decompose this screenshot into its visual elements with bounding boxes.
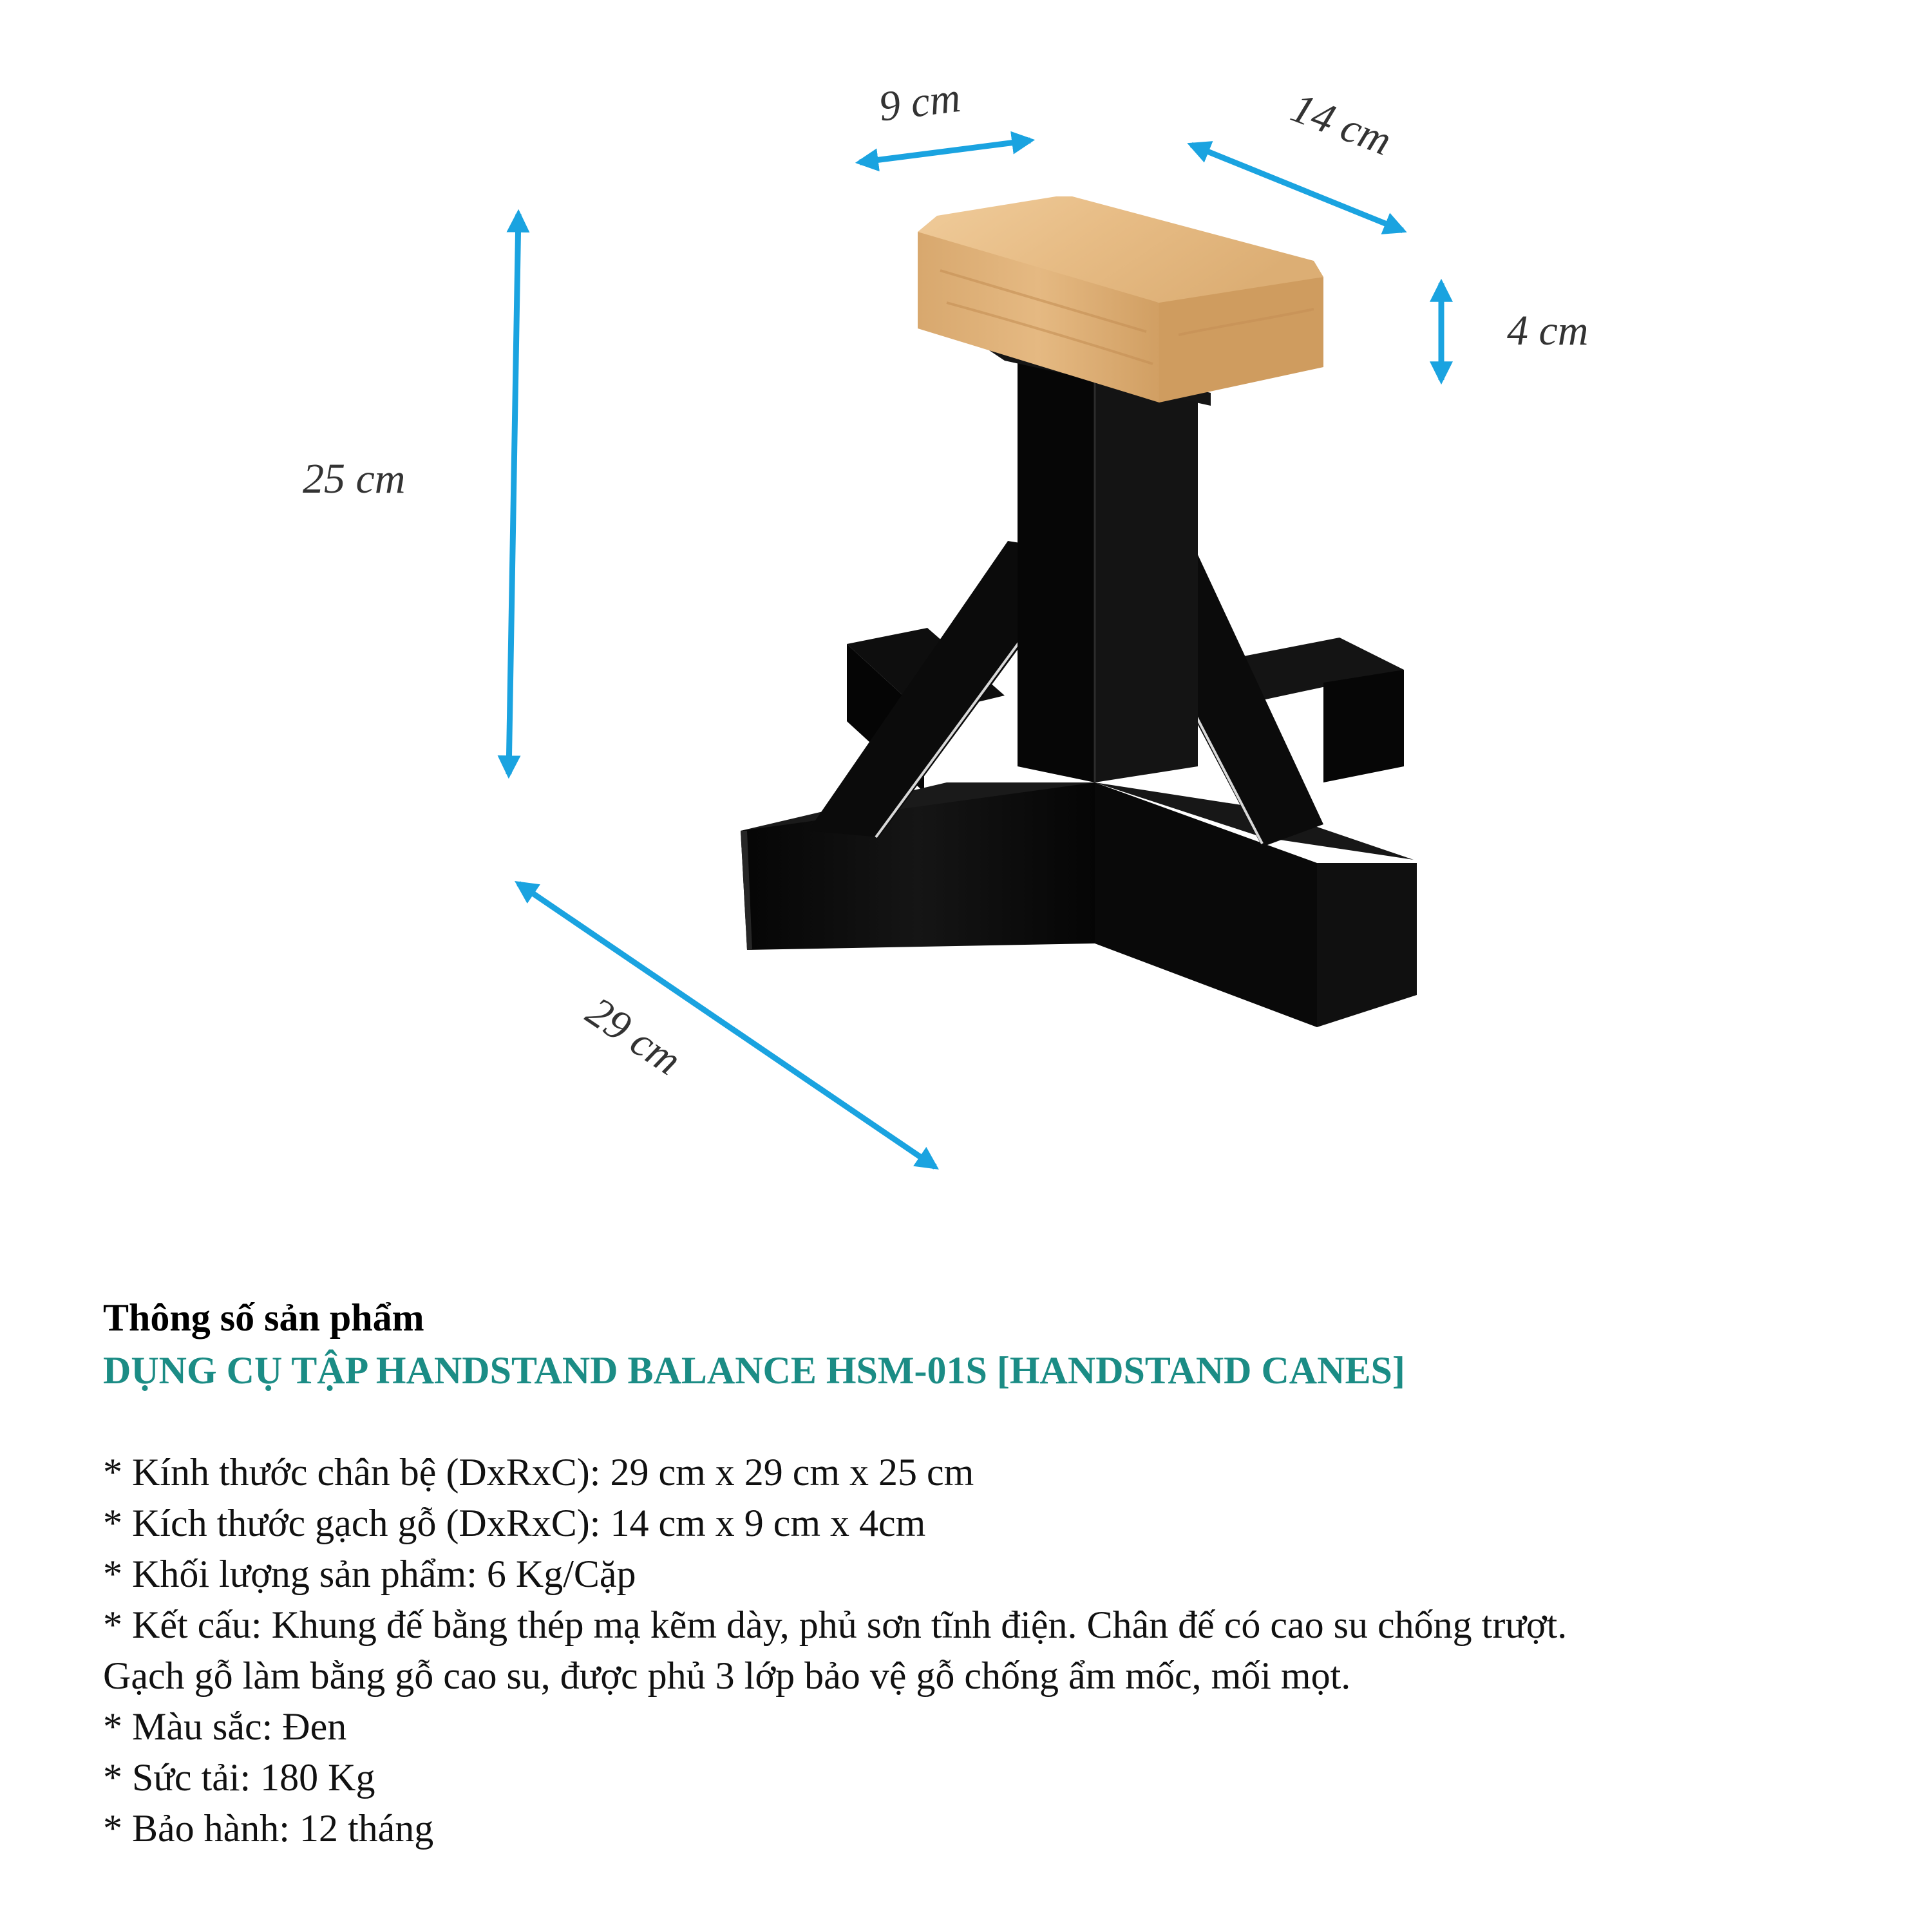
base-arm-front-right-end: [1317, 863, 1417, 1027]
label-top-height: 4 cm: [1507, 307, 1589, 354]
spec-structure: * Kết cấu: Khung đế bằng thép mạ kẽm dày, phủ sơn tĩnh điện. Chân đế có cao su chống trượt.: [103, 1604, 1567, 1646]
spec-list: [103, 1447, 1880, 1854]
handstand-stand-image: [741, 196, 1417, 1027]
spec-weight: * Khối lượng sản phẩm: 6 Kg/Cặp: [103, 1553, 636, 1595]
arrow-top-width: [860, 140, 1030, 162]
label-top-length: 14 cm: [1285, 84, 1398, 165]
product-specs: [103, 1291, 1880, 1854]
spec-base-size: * Kính thước chân bệ (DxRxC): 29 cm x 29 cm x 25 cm: [103, 1451, 974, 1493]
spec-color: * Màu sắc: Đen: [103, 1705, 347, 1748]
base-arm-front-left-front: [741, 782, 1095, 950]
base-arm-back-right-front: [1323, 670, 1404, 782]
arrow-total-height: [509, 214, 518, 774]
spec-load: * Sức tải: 180 Kg: [103, 1756, 375, 1799]
product-name: DỤNG CỤ TẬP HANDSTAND BALANCE HSM-01S [HANDSTAND CANES]: [103, 1349, 1405, 1392]
center-column-left: [1018, 361, 1095, 782]
label-base-length: 29 cm: [578, 988, 690, 1084]
spec-structure-wood: Gạch gỗ làm bằng gỗ cao su, được phủ 3 lớp bảo vệ gỗ chống ẩm mốc, mối mọt.: [103, 1654, 1351, 1697]
spec-warranty: * Bảo hành: 12 tháng: [103, 1807, 434, 1850]
spec-block-size: * Kích thước gạch gỗ (DxRxC): 14 cm x 9 cm x 4cm: [103, 1502, 926, 1544]
center-column-right: [1095, 361, 1198, 782]
label-total-height: 25 cm: [303, 455, 406, 502]
specs-heading: Thông số sản phẩm: [103, 1296, 424, 1339]
label-top-width: 9 cm: [876, 73, 963, 131]
